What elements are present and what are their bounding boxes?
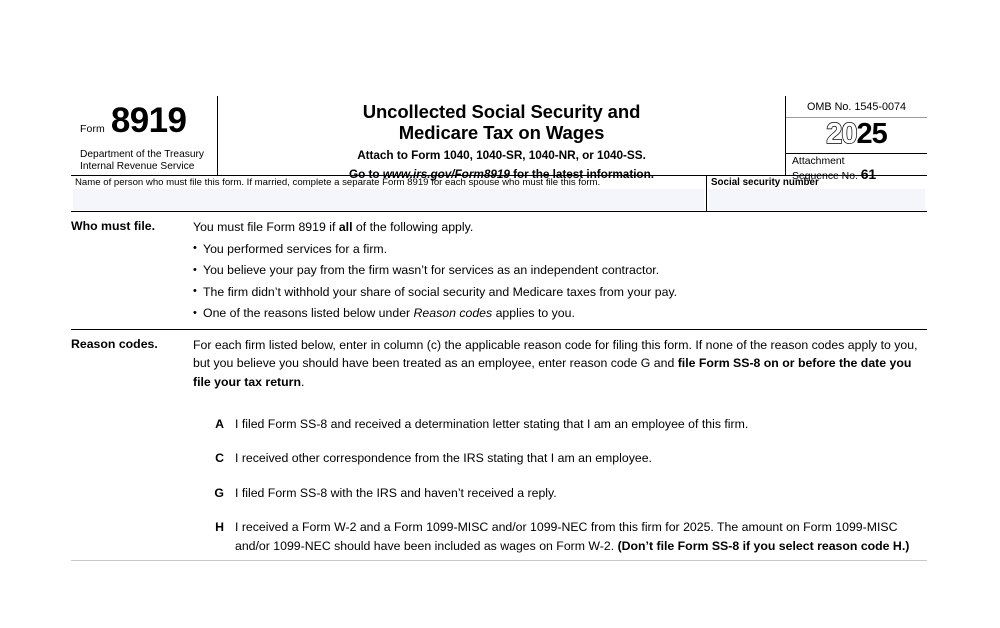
name-input[interactable]: [73, 189, 704, 210]
reason-paragraph-emphasis: file Form SS-8 on or before the date you file your tax return: [193, 356, 912, 389]
reason-code-text: [235, 518, 927, 555]
reason-code-entry-h: [193, 518, 927, 555]
list-item: • The firm didn’t withhold your share of social security and Medicare taxes from your pay.: [193, 283, 927, 301]
bottom-divider: [71, 560, 927, 561]
reason-code-text: I filed Form SS-8 and received a determination letter stating that I am an employee of this firm.: [235, 417, 749, 431]
reason-code-entry-g: [193, 484, 927, 502]
intro-emphasis: all: [338, 220, 353, 234]
attach-to-instruction: Attach to Form 1040, 1040-SR, 1040-NR, or 1040-SS.: [357, 148, 646, 162]
reason-codes-section: [71, 330, 927, 555]
who-must-file-label: Who must file.: [71, 219, 156, 233]
reason-code-letter: H: [215, 520, 224, 535]
who-must-file-body: [193, 218, 927, 323]
ssn-input[interactable]: [709, 189, 925, 210]
ssn-field-label: Social security number: [711, 177, 819, 188]
reason-code-letter: A: [215, 417, 224, 431]
tax-year: [826, 118, 887, 151]
spacer: [193, 391, 927, 408]
reason-paragraph-part-1: For each firm listed below, enter in column (c) the applicable reason code for filing this form. If none of the reason codes apply to you, but you believe you should have been treated as an employee, enter reason code G and: [193, 337, 918, 371]
department-line-2: Internal Revenue Service: [80, 160, 195, 172]
department-agency: [80, 149, 204, 172]
identity-row: [71, 175, 927, 212]
omb-number: OMB No. 1545-0074: [786, 96, 927, 118]
reason-code-letter: G: [214, 485, 224, 500]
reason-code-letter: C: [215, 451, 224, 466]
form-8919: [71, 96, 927, 561]
list-item: • You believe your pay from the firm wasn’t for services as an independent contractor.: [193, 261, 927, 279]
form-title-block: [218, 96, 786, 181]
goto-prefix: Go to: [349, 167, 383, 181]
form-title: [218, 101, 785, 143]
form-title-line-2: Medicare Tax on Wages: [398, 122, 605, 143]
bullet-4-post: applies to you.: [492, 306, 575, 321]
department-line-1: Department of the Treasury: [80, 149, 205, 160]
irs-website-link[interactable]: www.irs.gov/Form8919: [382, 167, 510, 181]
who-must-file-bullets: [193, 240, 927, 323]
reason-codes-reference: Reason codes: [413, 306, 493, 321]
bullet-4-pre: One of the reasons listed below under: [203, 306, 414, 321]
form-number-line: [80, 103, 186, 138]
goto-suffix: for the latest information.: [509, 167, 654, 181]
form-title-line-1: Uncollected Social Security and: [362, 101, 641, 122]
tax-year-digits: 25: [856, 118, 887, 150]
form-number: 8919: [110, 101, 187, 140]
reason-code-h-emphasis: (Don’t file Form SS-8 if you select reason code H.): [617, 538, 910, 553]
form-header: [71, 96, 927, 182]
reason-code-h-text: I received a Form W-2 and a Form 1099-MISC and/or 1099-NEC from this firm for 2025. The amount on Form 1099-MISC and/or 1099-NEC should have been included as wages on Form W-2.: [235, 520, 898, 553]
reason-code-text: I received other correspondence from the IRS stating that I am an employee.: [235, 451, 652, 466]
list-item: • You performed services for a firm.: [193, 240, 927, 258]
reason-code-entry-c: [193, 449, 927, 467]
attachment-label: Attachment: [792, 156, 845, 167]
reason-codes-paragraph: [193, 336, 927, 391]
form-identity-block: [71, 96, 218, 175]
form-word-label: Form: [80, 123, 105, 135]
list-item: [193, 304, 927, 322]
name-field-cell[interactable]: [71, 176, 707, 211]
intro-part-1: You must file Form 8919 if: [193, 220, 339, 234]
reason-code-list: [193, 408, 927, 555]
omb-block: [786, 96, 927, 182]
who-must-file-intro: [193, 218, 927, 236]
reason-paragraph-part-2: .: [300, 374, 305, 389]
reason-codes-label: Reason codes.: [71, 336, 158, 351]
tax-year-block: [786, 118, 927, 154]
reason-code-entry-a: [193, 415, 927, 433]
reason-code-text: I filed Form SS-8 with the IRS and haven’t received a reply.: [235, 485, 557, 500]
who-must-file-section: [71, 212, 927, 323]
sequence-number: 61: [860, 166, 876, 182]
reason-codes-body: [193, 336, 927, 555]
tax-year-century: 20: [826, 118, 857, 150]
ssn-field-cell[interactable]: [707, 176, 927, 211]
name-field-label: Name of person who must file this form. If married, complete a separate Form 8919 for each spouse who must file this form.: [75, 177, 601, 188]
sequence-label: Sequence No.: [792, 171, 858, 182]
intro-part-2: of the following apply.: [352, 220, 474, 234]
